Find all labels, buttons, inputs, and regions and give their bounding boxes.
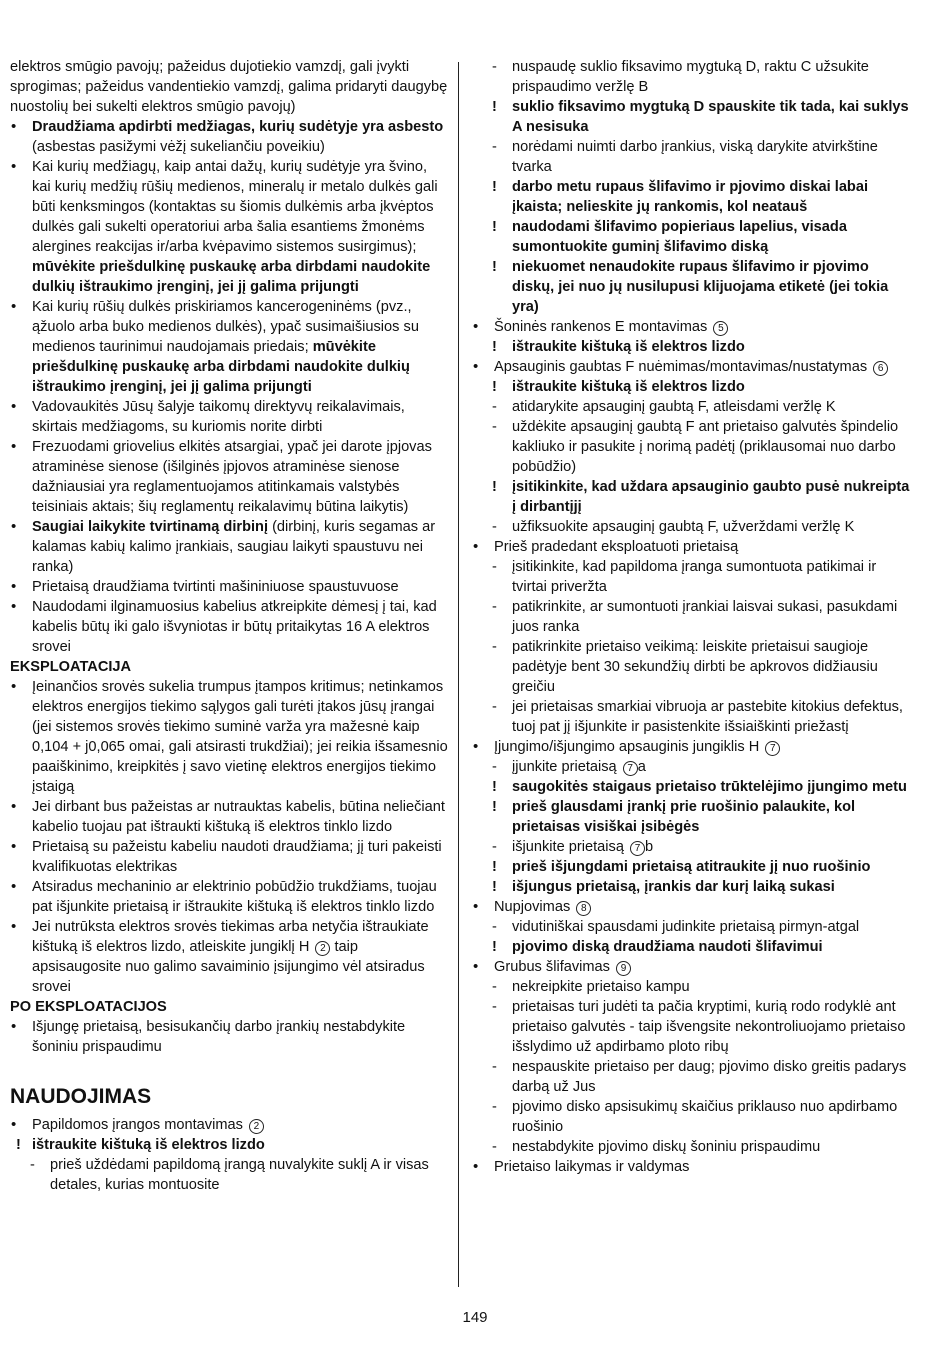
text-segment: įsitikinkite, kad papildoma įranga sumontuota patikimai ir tvirtai priveržta <box>512 559 877 595</box>
dash-icon: - <box>492 759 497 775</box>
bullet-icon: • <box>11 298 17 315</box>
warning-item <box>472 217 914 257</box>
bullet-item <box>10 797 448 837</box>
bullet-icon: • <box>473 538 479 555</box>
dash-item <box>472 837 914 857</box>
section-title <box>10 1085 448 1109</box>
dash-item <box>472 417 914 477</box>
text-segment: ištraukite kištuką iš elektros lizdo <box>512 379 745 395</box>
bullet-icon: • <box>473 958 479 975</box>
bullet-icon: • <box>11 678 17 695</box>
text-segment: EKSPLOATACIJA <box>10 659 132 675</box>
bullet-icon: • <box>11 838 17 855</box>
warning-icon: ! <box>492 879 497 895</box>
text-segment: Jei nutrūksta elektros srovės tiekimas arba netyčia ištraukiate kištuką iš elektros lizdo, atleiskite jungiklį H <box>32 919 429 955</box>
text-segment: elektros smūgio pavojų; pažeidus dujotiekio vamzdį, gali įvykti sprogimas; pažeidus vandentiekio vamzdį, galima pridaryti daugybę nuostolių bei sukelti elektros smūgio pavojų) <box>10 59 448 115</box>
text-segment: Šoninės rankenos E montavimas <box>494 319 712 335</box>
text-segment: Įjungimo/išjungimo apsauginis jungiklis H <box>494 739 764 755</box>
text-segment: pjovimo diską draudžiama naudoti šlifavimui <box>512 939 823 955</box>
bullet-item <box>472 357 914 377</box>
dash-item <box>472 1137 914 1157</box>
text-segment: mūvėkite priešdulkinę puskaukę arba dirbdami naudokite dulkių ištraukimo įrenginį, jei jį galima prijungti <box>32 339 410 395</box>
warning-icon: ! <box>492 779 497 795</box>
warning-item <box>472 257 914 317</box>
dash-item <box>472 397 914 417</box>
bullet-icon: • <box>11 578 17 595</box>
warning-icon: ! <box>492 259 497 275</box>
dash-icon: - <box>492 559 497 575</box>
text-segment: a <box>637 759 646 775</box>
text-segment: mūvėkite priešdulkinę puskaukę arba dirbdami naudokite dulkių ištraukimo įrenginį, jei jį galima prijungti <box>32 259 431 295</box>
bullet-item <box>10 917 448 997</box>
figure-ref-icon: 6 <box>873 361 888 376</box>
warning-item <box>472 377 914 397</box>
text-segment: Atsiradus mechaninio ar elektrinio pobūdžio trukdžiams, tuojau pat išjunkite prietaisą ir ištraukite kištuką iš elektros tinklo lizdo <box>32 879 437 915</box>
warning-icon: ! <box>16 1137 21 1153</box>
text-segment: prieš glausdami įrankį prie ruošinio palaukite, kol prietaisas visiškai įsibėgės <box>512 799 856 835</box>
text-segment: PO EKSPLOATACIJOS <box>10 999 167 1015</box>
bullet-icon: • <box>473 358 479 375</box>
text-segment: Naudodami ilginamuosius kabelius atkreipkite dėmesį į tai, kad kabelis būtų iki galo išvyniotas ir būtų pritaikytas 16 A elektros srovei <box>32 599 437 655</box>
bullet-icon: • <box>11 438 17 455</box>
bullet-icon: • <box>473 318 479 335</box>
figure-ref-icon: 2 <box>249 1119 264 1134</box>
text-segment: Frezuodami griovelius elkitės atsargiai, ypač jei darote įpjovas atraminėse sienose (išilginės įpjovos atraminėse sienose dažniausiai yra reglamentuojamos atitinkamais valstybės teisiniais aktais; šių reglamentų reikalavimų būtina laikytis) <box>32 439 432 515</box>
dash-icon: - <box>492 599 497 615</box>
text-segment: patikrinkite prietaiso veikimą: leiskite prietaisui saugioje padėtyje bent 30 sekundžių dirbti be apkrovos didžiausiu greičiu <box>512 639 878 695</box>
dash-item <box>472 1097 914 1137</box>
text-segment: įsitikinkite, kad uždara apsauginio gaubto pusė nukreipta į dirbantįjį <box>512 479 910 515</box>
warning-icon: ! <box>492 379 497 395</box>
text-segment: išjungus prietaisą, įrankis dar kurį laiką sukasi <box>512 879 835 895</box>
section-heading <box>10 657 448 677</box>
text-block <box>10 57 448 117</box>
dash-icon: - <box>30 1157 35 1173</box>
warning-icon: ! <box>492 479 497 495</box>
text-segment: patikrinkite, ar sumontuoti įrankiai laisvai sukasi, pasukdami juos ranka <box>512 599 898 635</box>
text-segment: b <box>645 839 654 855</box>
bullet-icon: • <box>473 1158 479 1175</box>
text-segment: Išjungę prietaisą, besisukančių darbo įrankių nestabdykite šoniniu prispaudimu <box>32 1019 406 1055</box>
text-segment: (dirbinį, kuris segamas ar kalamas kabių kalimo įrankiais, saugiau laikyti spaustuvu nei ranka) <box>32 519 436 575</box>
bullet-item <box>10 397 448 437</box>
bullet-icon: • <box>11 398 17 415</box>
dash-item <box>472 137 914 177</box>
bullet-item <box>472 737 914 757</box>
bullet-item <box>10 1115 448 1135</box>
dash-item <box>472 917 914 937</box>
text-segment: norėdami nuimti darbo įrankius, viską darykite atvirkštine tvarka <box>512 139 878 175</box>
dash-icon: - <box>492 979 497 995</box>
text-segment: taip apsisaugosite nuo galimo savaiminio įsijungimo vėl atsiradus srovei <box>32 939 425 995</box>
text-segment: prietaisas turi judėti ta pačia kryptimi, kurią rodo rodyklė ant prietaiso galvutės - taip išvengsite nekontroliuojamo prietaiso išslydimo už apdirbamo ploto ribų <box>512 999 906 1055</box>
bullet-item <box>10 117 448 157</box>
bullet-item <box>472 1157 914 1177</box>
text-segment: naudodami šlifavimo popieriaus lapelius, visada sumontuokite guminį šlifavimo diską <box>512 219 847 255</box>
text-segment: nespauskite prietaiso per daug; pjovimo disko greitis padarys darbą už Jus <box>512 1059 907 1095</box>
text-segment: suklio fiksavimo mygtuką D spauskite tik tada, kai suklys A nesisuka <box>512 99 909 135</box>
dash-item <box>472 757 914 777</box>
text-segment: atidarykite apsauginį gaubtą F, atleisdami veržlę K <box>512 399 836 415</box>
bullet-icon: • <box>11 878 17 895</box>
warning-icon: ! <box>492 99 497 115</box>
text-segment: Jei dirbant bus pažeistas ar nutrauktas kabelis, būtina neliečiant kabelio tuojau pat ištraukti kištuką iš elektros tinklo lizdo <box>32 799 445 835</box>
text-segment: NAUDOJIMAS <box>10 1085 152 1108</box>
dash-item <box>472 517 914 537</box>
bullet-item <box>10 1017 448 1057</box>
text-segment: pjovimo disko apsisukimų skaičius priklauso nuo apdirbamo ruošinio <box>512 1099 898 1135</box>
text-segment: Kai kurių rūšių dulkės priskiriamos kancerogeninėms (pvz., ąžuolo arba buko medienos dulkės), ypač susimaišiusios su medienos taurinimui naudojamais priedais; <box>32 299 419 355</box>
section-heading <box>10 997 448 1017</box>
dash-item <box>472 997 914 1057</box>
bullet-item <box>10 877 448 917</box>
text-segment: Saugiai laikykite tvirtinamą dirbinį <box>32 519 269 535</box>
text-segment: Prieš pradedant eksploatuoti prietaisą <box>494 539 739 555</box>
text-segment: jei prietaisas smarkiai vibruoja ar pastebite kitokius defektus, tuoj pat jį išjunkite ir pasistenkite išsiaiškinti priežastį <box>512 699 903 735</box>
text-segment: prieš išjungdami prietaisą atitraukite jį nuo ruošinio <box>512 859 871 875</box>
bullet-item <box>472 537 914 557</box>
warning-item <box>10 1135 448 1155</box>
text-segment: prieš uždėdami papildomą įrangą nuvalykite suklį A ir visas detales, kurias montuosite <box>50 1157 429 1193</box>
bullet-item <box>10 517 448 577</box>
dash-item <box>10 1155 448 1195</box>
bullet-icon: • <box>11 118 17 135</box>
right-column <box>472 57 914 1177</box>
dash-icon: - <box>492 699 497 715</box>
bullet-item <box>472 897 914 917</box>
text-segment: uždėkite apsauginį gaubtą F ant prietaiso galvutės špindelio kakliuko ir pasukite į norimą padėtį (priklausomai nuo darbo pobūdžio) <box>512 419 899 475</box>
warning-item <box>472 937 914 957</box>
bullet-item <box>10 297 448 397</box>
text-segment: darbo metu rupaus šlifavimo ir pjovimo diskai labai įkaista; nelieskite jų rankomis, kol neatauš <box>512 179 869 215</box>
warning-icon: ! <box>492 859 497 875</box>
dash-icon: - <box>492 1139 497 1155</box>
bullet-item <box>10 157 448 297</box>
dash-icon: - <box>492 999 497 1015</box>
dash-icon: - <box>492 1099 497 1115</box>
bullet-icon: • <box>11 158 17 175</box>
warning-icon: ! <box>492 219 497 235</box>
bullet-item <box>10 677 448 797</box>
text-segment: vidutiniškai spausdami judinkite prietaisą pirmyn-atgal <box>512 919 860 935</box>
dash-icon: - <box>492 839 497 855</box>
text-segment: Apsauginis gaubtas F nuėmimas/montavimas/nustatymas <box>494 359 872 375</box>
dash-item <box>472 977 914 997</box>
dash-icon: - <box>492 139 497 155</box>
figure-ref-icon: 5 <box>713 321 728 336</box>
warning-icon: ! <box>492 939 497 955</box>
dash-item <box>472 637 914 697</box>
warning-item <box>472 177 914 217</box>
text-segment: Prietaisą su pažeistu kabeliu naudoti draudžiama; jį turi pakeisti kvalifikuotas elektrikas <box>32 839 442 875</box>
bullet-icon: • <box>11 518 17 535</box>
text-segment: nuspaudę suklio fiksavimo mygtuką D, raktu C užsukite prispaudimo veržlę B <box>512 59 869 95</box>
text-segment: nekreipkite prietaiso kampu <box>512 979 690 995</box>
page-number: 149 <box>462 1309 488 1326</box>
text-segment: Įeinančios srovės sukelia trumpus įtampos kritimus; netinkamos elektros energijos tiekimo sąlygos gali turėti įtakos jūsų įrangai (jei sistemos srovės tiekimo suminė varža yra mažesnė kaip 0,104 + j0,065 omai, gali atsirasti trukdžiai); jei reikia išsamesnio paaiškinimo, kreipkitės į savo vietinę elektros energijos tiekimo įstaigą <box>32 679 448 795</box>
figure-ref-icon: 7 <box>630 841 645 856</box>
dash-icon: - <box>492 519 497 535</box>
bullet-item <box>10 437 448 517</box>
warning-icon: ! <box>492 799 497 815</box>
dash-icon: - <box>492 919 497 935</box>
warning-item <box>472 777 914 797</box>
warning-item <box>472 877 914 897</box>
bullet-icon: • <box>473 898 479 915</box>
warning-item <box>472 97 914 137</box>
text-segment: saugokitės staigaus prietaiso trūktelėjimo įjungimo metu <box>512 779 907 795</box>
figure-ref-icon: 7 <box>765 741 780 756</box>
text-segment: Draudžiama apdirbti medžiagas, kurių sudėtyje yra asbesto <box>32 119 444 135</box>
text-segment: Kai kurių medžiagų, kaip antai dažų, kurių sudėtyje yra švino, kai kurių medžių rūšių medienos, mineralų ir metalo dulkės gali būti kenksmingos (kontaktas su šiomis dulkėmis arba įkvėptos dulkės gali sukelti operatoriui arba šalia esantiems žmonėms alergines reakcijas ir/arba kvėpavimo sistemos susirgimus); <box>32 159 438 255</box>
bullet-icon: • <box>11 918 17 935</box>
bullet-item <box>10 577 448 597</box>
dash-icon: - <box>492 639 497 655</box>
text-segment: Grubus šlifavimas <box>494 959 615 975</box>
warning-item <box>472 337 914 357</box>
text-segment: įjunkite prietaisą <box>512 759 621 775</box>
bullet-item <box>10 597 448 657</box>
text-segment: niekuomet nenaudokite rupaus šlifavimo ir pjovimo diskų, jei nuo jų nusilupusi klijuojama etiketė (jei tokia yra) <box>512 259 889 315</box>
dash-item <box>472 697 914 737</box>
text-segment: Papildomos įrangos montavimas <box>32 1117 247 1133</box>
text-segment: Prietaiso laikymas ir valdymas <box>494 1159 690 1175</box>
bullet-icon: • <box>11 798 17 815</box>
bullet-item <box>10 837 448 877</box>
dash-item <box>472 57 914 97</box>
left-column <box>10 57 448 1195</box>
text-segment: nestabdykite pjovimo diskų šoniniu prispaudimu <box>512 1139 821 1155</box>
dash-icon: - <box>492 399 497 415</box>
dash-icon: - <box>492 419 497 435</box>
bullet-icon: • <box>11 1116 17 1133</box>
text-segment: Prietaisą draudžiama tvirtinti mašininiuose spaustuvuose <box>32 579 399 595</box>
dash-item <box>472 557 914 597</box>
figure-ref-icon: 7 <box>623 761 638 776</box>
dash-item <box>472 597 914 637</box>
dash-item <box>472 1057 914 1097</box>
text-segment: ištraukite kištuką iš elektros lizdo <box>32 1137 265 1153</box>
text-segment: ištraukite kištuką iš elektros lizdo <box>512 339 745 355</box>
bullet-item <box>472 317 914 337</box>
bullet-item <box>472 957 914 977</box>
warning-item <box>472 797 914 837</box>
text-segment: Vadovaukitės Jūsų šalyje taikomų direktyvų reikalavimais, skirtais medžiagoms, su kuriomis norite dirbti <box>32 399 405 435</box>
figure-ref-icon: 2 <box>315 941 330 956</box>
text-segment: išjunkite prietaisą <box>512 839 628 855</box>
figure-ref-icon: 9 <box>616 961 631 976</box>
warning-icon: ! <box>492 179 497 195</box>
column-divider <box>458 62 459 1287</box>
text-segment: (asbestas pasižymi vėžį sukeliančiu poveikiu) <box>32 139 325 155</box>
warning-item <box>472 477 914 517</box>
text-segment: Nupjovimas <box>494 899 575 915</box>
text-segment: užfiksuokite apsauginį gaubtą F, užverždami veržlę K <box>512 519 855 535</box>
figure-ref-icon: 8 <box>576 901 591 916</box>
bullet-icon: • <box>11 1018 17 1035</box>
bullet-icon: • <box>473 738 479 755</box>
bullet-icon: • <box>11 598 17 615</box>
warning-item <box>472 857 914 877</box>
warning-icon: ! <box>492 339 497 355</box>
dash-icon: - <box>492 59 497 75</box>
dash-icon: - <box>492 1059 497 1075</box>
